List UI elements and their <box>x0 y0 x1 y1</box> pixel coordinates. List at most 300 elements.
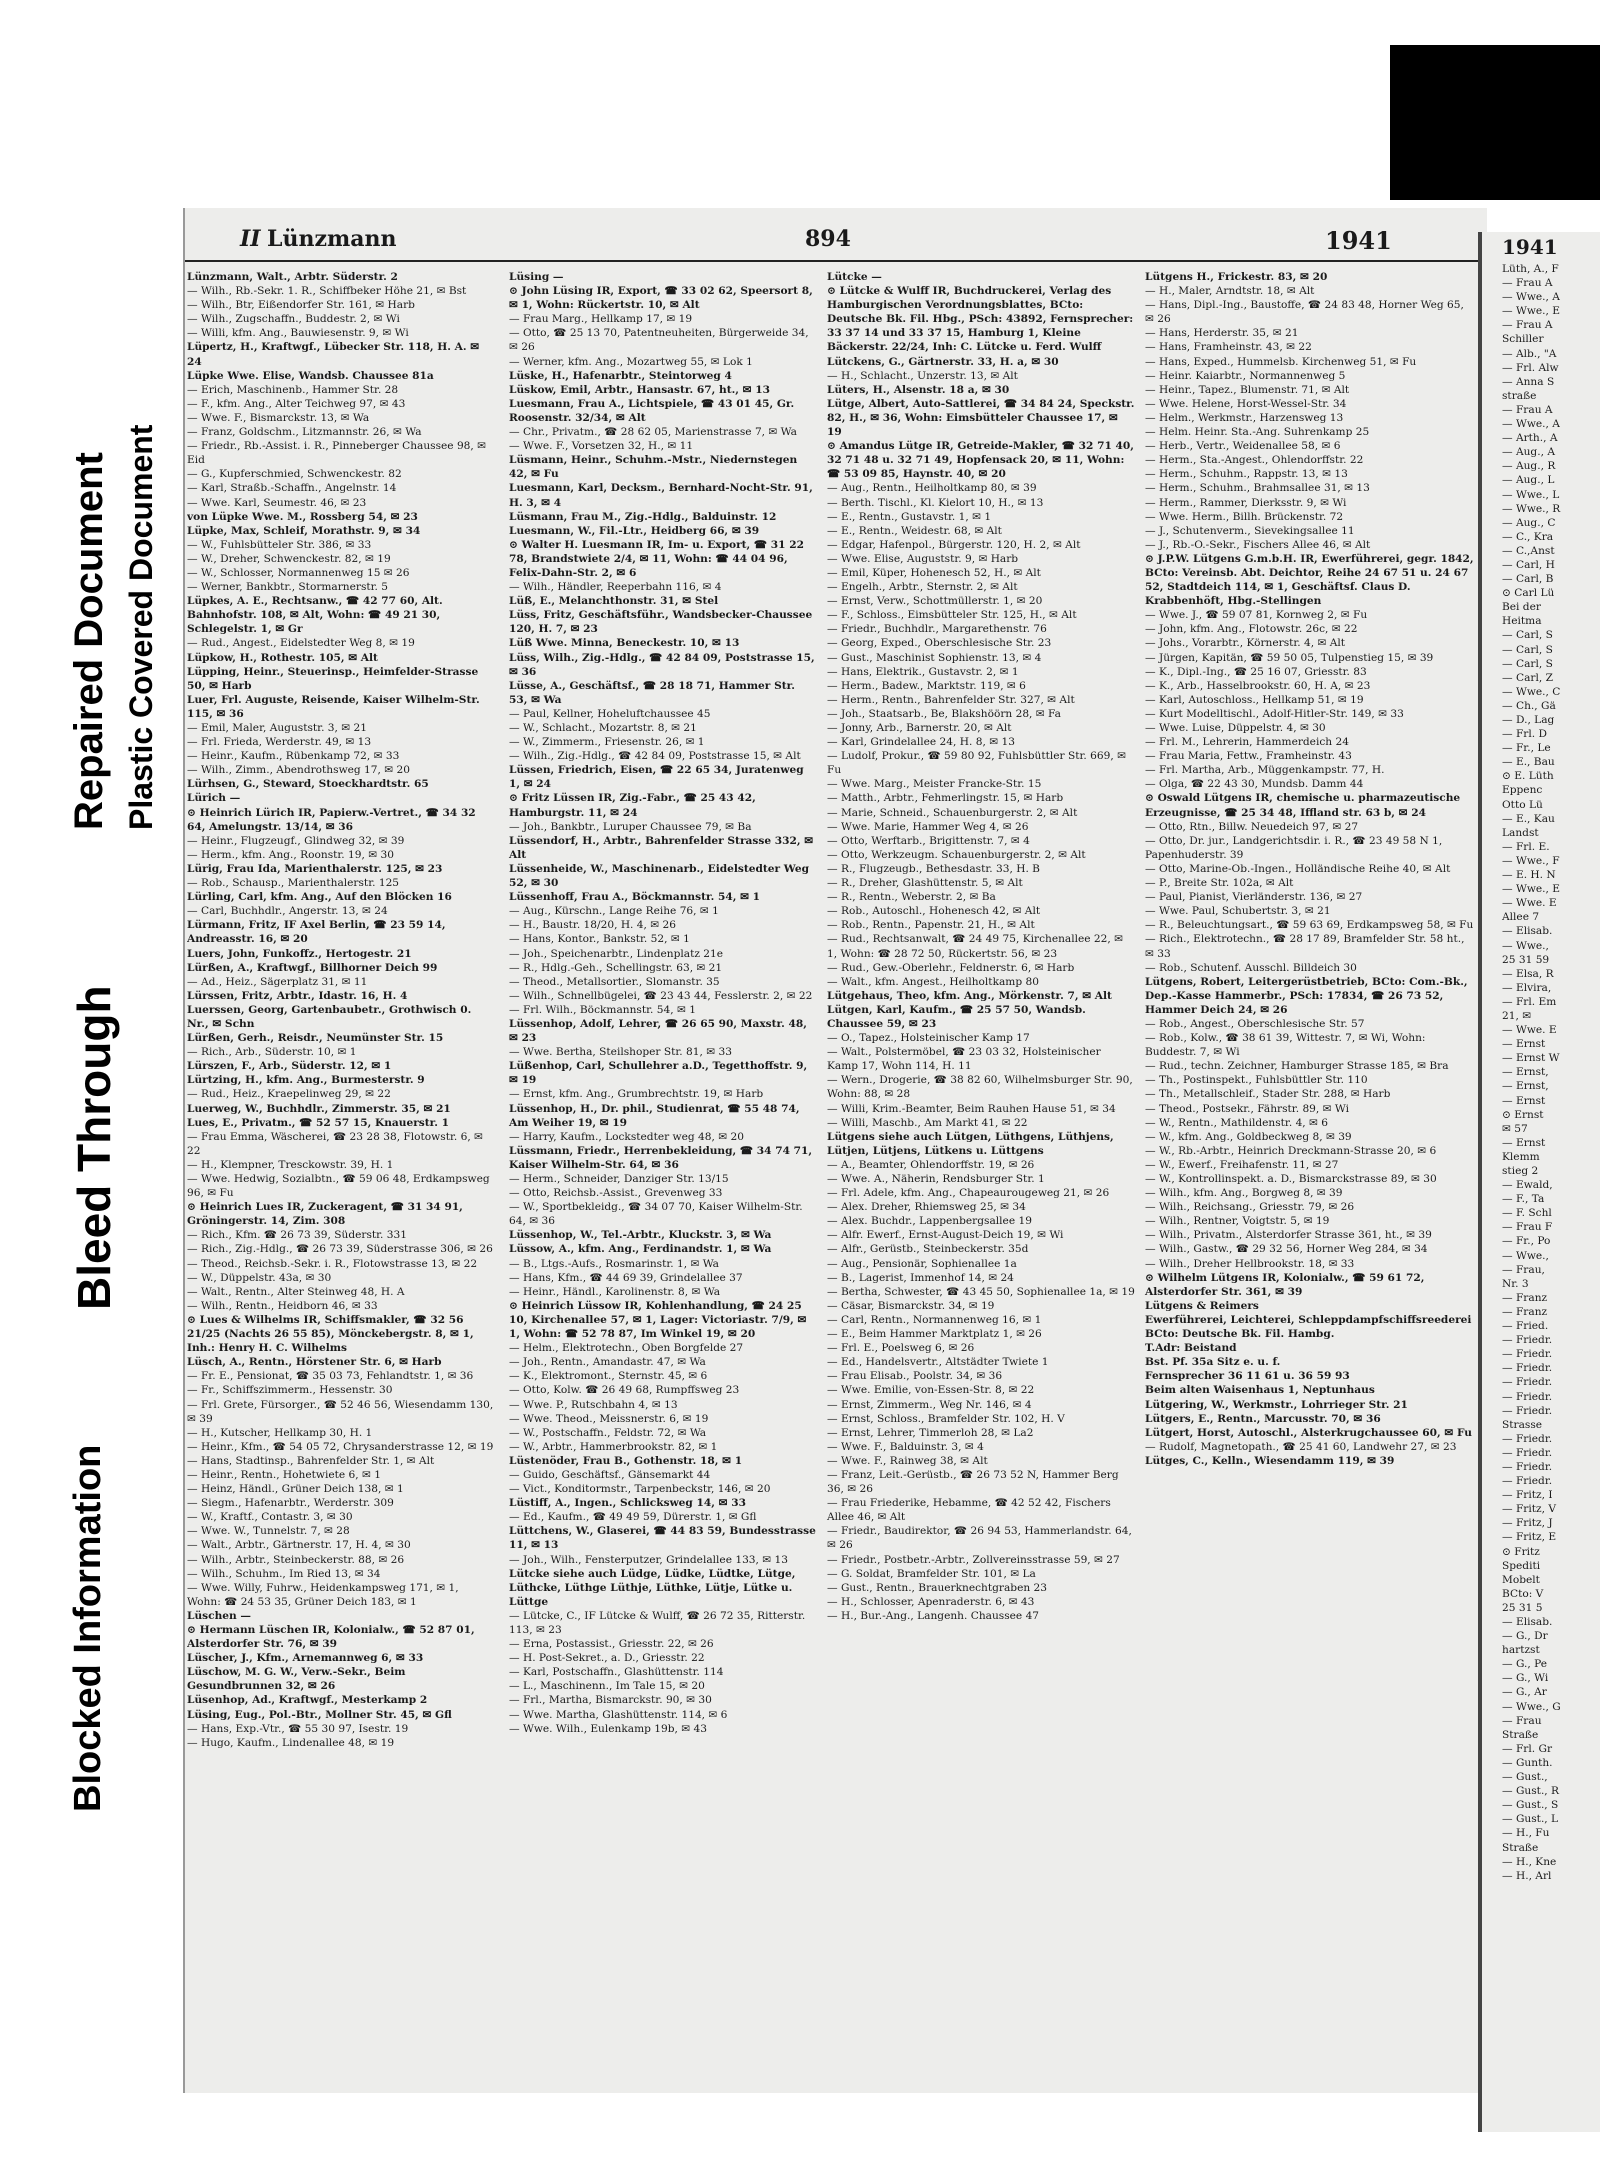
directory-entry: Lütgens H., Frickestr. 83, ✉ 20 <box>1145 271 1328 283</box>
sliver-entry: — Friedr. <box>1502 1460 1553 1473</box>
directory-entry: — Wwe. P., Rutschbahn 4, ✉ 13 <box>509 1398 678 1411</box>
sliver-entry: — Frau A <box>1502 277 1553 290</box>
directory-entry: Lüssmann, Friedr., Herrenbekleidung, ☎ 34 74 71, Kaiser Wilhelm-Str. 64, ✉ 36 <box>509 1144 813 1171</box>
directory-entry: — H., Klempner, Tresckowstr. 39, H. 1 <box>187 1158 394 1171</box>
sliver-entry: 21, ✉ <box>1502 1009 1532 1022</box>
directory-entry: — Jonny, Arb., Barnerstr. 20, ✉ Alt <box>827 722 1012 734</box>
sliver-entry: — Wwe. E <box>1502 1024 1557 1037</box>
sliver-entry: ⊙ E. Lüth <box>1502 770 1554 783</box>
directory-entry: ⊙ Hermann Lüschen IR, Kolonialw., ☎ 52 87 01, Alsterdorfer Str. 76, ✉ 39 <box>187 1624 475 1651</box>
directory-entry: Lüssenhop, H., Dr. phil., Studienrat, ☎ 55 48 74, Am Weiher 19, ✉ 19 <box>509 1102 800 1129</box>
sliver-entry: Straße <box>1502 1728 1539 1741</box>
directory-entry: Lüschow, M. G. W., Verw.-Sekr., Beim Gesundbrunnen 32, ✉ 26 <box>187 1666 406 1693</box>
directory-entry: — Wwe. F., Vorsetzen 32, H., ✉ 11 <box>509 440 694 453</box>
directory-entry: — Walt., Arbtr., Gärtnerstr. 17, H. 4, ✉ 30 <box>187 1539 411 1552</box>
directory-entry: — Heinr., Händl., Karolinenstr. 8, ✉ Wa <box>509 1285 721 1298</box>
directory-entry: — Erna, Postassist., Griesstr. 22, ✉ 26 <box>509 1638 714 1651</box>
directory-entry: — Frl. Wilh., Böckmannstr. 54, ✉ 1 <box>509 1003 696 1016</box>
directory-entry: — Frl. E., Poelsweg 6, ✉ 26 <box>827 1342 975 1355</box>
directory-entry: — Alex. Dreher, Rhiemsweg 25, ✉ 34 <box>827 1201 1026 1214</box>
sliver-entry: — Wwe., E <box>1502 305 1561 318</box>
directory-entry: — Wilh., Arbtr., Steinbeckerstr. 88, ✉ 26 <box>187 1553 405 1566</box>
directory-entry: — Frl. M., Lehrerin, Hammerdeich 24 <box>1145 736 1349 749</box>
scan-dark-corner <box>1390 45 1600 200</box>
directory-entry: — H., Bur.-Ang., Langenh. Chaussee 47 <box>827 1609 1040 1622</box>
sliver-entry: — Friedr. <box>1502 1475 1553 1488</box>
directory-entry: T.Adr: Beistand <box>1145 1342 1237 1355</box>
directory-entry: Lütgens, Robert, Leitergerüstbetrieb, BCto: Com.-Bk., Dep.-Kasse Hammerbr., PSch: 17834, ☎ 26 73 52, Hammer Deich 24, ✉ 26 <box>1145 975 1468 1016</box>
directory-entry: — W., Sportbekleidg., ☎ 34 07 70, Kaiser Wilhelm-Str. 64, ✉ 36 <box>509 1201 803 1228</box>
sliver-entry: — Fritz, I <box>1502 1489 1553 1502</box>
directory-entry: ⊙ Amandus Lütge IR, Getreide-Makler, ☎ 32 71 40, 32 71 48 u. 32 71 49, Hopfensack 20, ✉ 11, Wohn: ☎ 53 09 85, Haynstr. 40, ✉ 20 <box>827 440 1134 481</box>
directory-entry: — Bertha, Schwester, ☎ 43 45 50, Sophienallee 1a, ✉ 19 <box>827 1285 1135 1298</box>
sliver-entry: — Frl. E. <box>1502 840 1550 853</box>
directory-entry: — A., Beamter, Ohlendorffstr. 19, ✉ 26 <box>827 1158 1035 1171</box>
directory-entry: Lütgers, E., Rentn., Marcusstr. 70, ✉ 36 <box>1145 1412 1381 1425</box>
directory-entry: — W., Postschaffn., Feldstr. 72, ✉ Wa <box>509 1426 707 1439</box>
directory-entry: Lüsing — <box>509 271 564 283</box>
directory-entry: — K., Arb., Hasselbrookstr. 60, H. A, ✉ 23 <box>1145 679 1371 692</box>
directory-entry: — Johs., Vorarbtr., Körnerstr. 4, ✉ Alt <box>1145 637 1346 650</box>
directory-entry: — Chr., Privatm., ☎ 28 62 05, Marienstrasse 7, ✉ Wa <box>509 426 797 439</box>
directory-entry: — W., Schlacht., Mozartstr. 8, ✉ 21 <box>509 722 697 734</box>
directory-entry: — Kurt Modelltischl., Adolf-Hitler-Str. 149, ✉ 33 <box>1145 707 1404 720</box>
directory-entry: — W., Arbtr., Hammerbrookstr. 82, ✉ 1 <box>509 1440 718 1453</box>
directory-entry: — Walt., Polstermöbel, ☎ 23 03 32, Holsteinischer Kamp 17, Wohn 114, H. 11 <box>827 1046 1101 1073</box>
directory-entry: — J., Schutenverm., Sievekingsallee 11 <box>1145 524 1355 537</box>
directory-entry: — Wwe. A., Näherin, Rendsburger Str. 1 <box>827 1173 1045 1185</box>
directory-entry: Lüssendorf, H., Arbtr., Bahrenfelder Strasse 332, ✉ Alt <box>509 834 814 861</box>
directory-entry: — B., Lagerist, Immenhof 14, ✉ 24 <box>827 1271 1014 1284</box>
directory-entry: Lüß Wwe. Minna, Beneckestr. 10, ✉ 13 <box>509 637 740 650</box>
directory-entry: BCto: Deutsche Bk. Fil. Hambg. <box>1145 1328 1335 1341</box>
directory-entry: — Rob., Schutenf. Ausschl. Billdeich 30 <box>1145 961 1357 974</box>
sliver-entry: — Friedr. <box>1502 1446 1553 1459</box>
directory-entry: — Hans, Kfm., ☎ 44 69 39, Grindelallee 37 <box>509 1271 743 1284</box>
sliver-entry: — Ernst, <box>1502 1066 1549 1079</box>
directory-entry: — G. Soldat, Bramfelder Str. 101, ✉ La <box>827 1567 1036 1580</box>
directory-entry: — H., Kutscher, Hellkamp 30, H. 1 <box>187 1426 373 1439</box>
directory-entry: Lues, E., Privatm., ☎ 52 57 15, Knauerstr. 1 <box>187 1116 450 1129</box>
directory-entry: Lürszen, F., Arb., Süderstr. 12, ✉ 1 <box>187 1060 392 1073</box>
sliver-entry: — Elsa, R <box>1502 967 1554 980</box>
directory-entry: — Otto, ☎ 25 13 70, Patentneuheiten, Bürgerweide 34, ✉ 26 <box>509 327 809 354</box>
directory-entry: — Edgar, Hafenpol., Bürgerstr. 120, H. 2, ✉ Alt <box>827 538 1081 551</box>
directory-entry: — Fr., Schiffszimmerm., Hessenstr. 30 <box>187 1384 393 1397</box>
directory-entry: — Frau Marg., Hellkamp 17, ✉ 19 <box>509 313 693 326</box>
sliver-entry: — Ernst <box>1502 1094 1546 1107</box>
directory-entry: — Wwe. Willy, Fuhrw., Heidenkampsweg 171, ✉ 1, Wohn: ☎ 24 53 35, Grüner Deich 183, ✉ 1 <box>187 1581 459 1608</box>
directory-entry: Lütgen, Karl, Kaufm., ☎ 25 57 50, Wandsb. Chaussee 59, ✉ 23 <box>827 1003 1086 1030</box>
directory-entry: — Rud., Angest., Eidelstedter Weg 8, ✉ 19 <box>187 637 415 650</box>
directory-entry: — H., Maler, Arndtstr. 18, ✉ Alt <box>1145 285 1315 298</box>
directory-entry: — Karl, Postschaffn., Glashüttenstr. 114 <box>509 1666 724 1679</box>
page-number: 894 <box>805 226 851 252</box>
sliver-entry: — G., Pe <box>1502 1658 1548 1671</box>
directory-entry: — R., Hdlg.-Geh., Schellingstr. 63, ✉ 21 <box>509 961 723 974</box>
directory-entry: — Wwe. Marie, Hammer Weg 4, ✉ 26 <box>827 820 1029 833</box>
sliver-entry: — Ernst <box>1502 1038 1546 1051</box>
header-name: Lünzmann <box>267 226 397 252</box>
column-4 <box>1139 270 1475 2080</box>
sliver-entry: — Aug., R <box>1502 460 1556 473</box>
directory-entry: Lürmann, Fritz, IF Axel Berlin, ☎ 23 59 14, Andreasstr. 16, ✉ 20 <box>187 919 446 946</box>
directory-entry: Lüstiff, A., Ingen., Schlicksweg 14, ✉ 33 <box>509 1497 746 1510</box>
sliver-entry: — Wwe., C <box>1502 685 1561 698</box>
directory-entry: Lütgens & Reimers <box>1145 1299 1259 1312</box>
directory-entry: — Joh., Bankbtr., Luruper Chaussee 79, ✉ Ba <box>509 820 752 833</box>
directory-entry: — Herm., Schuhm., Rappstr. 13, ✉ 13 <box>1145 468 1348 481</box>
directory-entry: — Herm., Rammer, Dierksstr. 9, ✉ Wi <box>1145 496 1347 509</box>
sliver-entry: ⊙ Ernst <box>1502 1108 1544 1121</box>
directory-entry: — Otto, Reichsb.-Assist., Grevenweg 33 <box>509 1187 723 1200</box>
directory-entry: — Harry, Kaufm., Lockstedter weg 48, ✉ 20 <box>509 1130 744 1143</box>
directory-entry: — Aug., Pensionär, Sophienallee 1a <box>827 1257 1017 1270</box>
directory-entry: — Walt., kfm. Angest., Heilholtkamp 80 <box>827 975 1039 988</box>
directory-entry: — H. Post-Sekret., a. D., Griesstr. 22 <box>509 1652 705 1665</box>
directory-entry: Lürig, Frau Ida, Marienthalerstr. 125, ✉ 23 <box>187 862 443 875</box>
sliver-entry: — Frl. Em <box>1502 995 1557 1008</box>
directory-entry: Lüsse, A., Geschäftsf., ☎ 28 18 71, Hammer Str. 53, ✉ Wa <box>509 679 795 706</box>
sliver-entry: — E. H. N <box>1502 869 1556 882</box>
directory-entry: — H., Baustr. 18/20, H. 4, ✉ 26 <box>509 919 676 932</box>
sliver-entry: — Fritz, V <box>1502 1503 1556 1516</box>
directory-entry: — Wwe. Martha, Glashüttenstr. 114, ✉ 6 <box>509 1708 728 1721</box>
sliver-entry: — G., Ar <box>1502 1686 1547 1699</box>
directory-entry: — Rich., Arb., Süderstr. 10, ✉ 1 <box>187 1046 357 1059</box>
directory-entry: — Hugo, Kaufm., Lindenallee 48, ✉ 19 <box>187 1736 395 1749</box>
directory-entry: — Hans, Exp.-Vtr., ☎ 55 30 97, Isestr. 19 <box>187 1722 409 1735</box>
directory-entry: Lüpertz, H., Kraftwgf., Lübecker Str. 118, H. A. ✉ 24 <box>187 341 480 368</box>
directory-entry: Lüss, Fritz, Geschäftsführ., Wandsbecker-Chaussee 120, H. 7, ✉ 23 <box>509 609 813 636</box>
directory-entry: — Wwe. Karl, Seumestr. 46, ✉ 23 <box>187 496 367 509</box>
directory-entry: — Walt., Rentn., Alter Steinweg 48, H. A <box>187 1285 405 1298</box>
directory-entry: — Paul, Kellner, Hoheluftchaussee 45 <box>509 707 711 720</box>
sliver-entry: — Aug., L <box>1502 474 1555 487</box>
sliver-entry: — G., Dr <box>1502 1630 1548 1643</box>
directory-entry: ⊙ Oswald Lütgens IR, chemische u. pharmazeutische Erzeugnisse, ☎ 25 34 48, Iffland str. 63 b, ✉ 24 <box>1145 792 1461 819</box>
directory-entry: — Fr. E., Pensionat, ☎ 35 03 73, Fehlandtstr. 1, ✉ 36 <box>187 1370 474 1383</box>
directory-entry: — Wilh., Gastw., ☎ 29 32 56, Horner Weg 284, ✉ 34 <box>1145 1243 1428 1256</box>
directory-entry: — Guido, Geschäftsf., Gänsemarkt 44 <box>509 1468 711 1481</box>
sliver-entry: ✉ 57 <box>1502 1122 1528 1135</box>
directory-entry: — Helm. Heinr. Sta.-Ang. Suhrenkamp 25 <box>1145 426 1370 439</box>
directory-entry: — Wwe. F., Rainweg 38, ✉ Alt <box>827 1454 988 1467</box>
directory-entry: — Wwe. Emilie, von-Essen-Str. 8, ✉ 22 <box>827 1384 1035 1397</box>
sliver-entry: straße <box>1502 389 1537 402</box>
sliver-entry: — Frl. Gr <box>1502 1742 1553 1755</box>
sliver-entry: Spediti <box>1502 1559 1541 1572</box>
directory-entry: — Theod., Postsekr., Fährstr. 89, ✉ Wi <box>1145 1102 1349 1115</box>
sliver-entry: — Carl, S <box>1502 629 1553 642</box>
sliver-entry: — Carl, B <box>1502 573 1554 586</box>
directory-entry: — Rud., Heiz., Kraepelinweg 29, ✉ 22 <box>187 1088 391 1101</box>
sliver-entry: stieg 2 <box>1502 1165 1539 1177</box>
directory-entry: — Alfr. Ewerf., Ernst-August-Deich 19, ✉ Wi <box>827 1229 1064 1242</box>
directory-entry: — Wwe. Herm., Billh. Brückenstr. 72 <box>1145 510 1344 523</box>
directory-entry: Lütgens siehe auch Lütgen, Lüthgens, Lüthjens, Lütjen, Lütjens, Lütkens u. Lüttgens <box>827 1130 1114 1157</box>
directory-entry: — Hans, Framheinstr. 43, ✉ 22 <box>1145 341 1312 354</box>
directory-entry: — Herm., Schneider, Danziger Str. 13/15 <box>509 1173 729 1185</box>
directory-entry: — Matth., Arbtr., Fehmerlingstr. 15, ✉ Harb <box>827 792 1064 805</box>
directory-entry: — K., Elektromont., Sternstr. 45, ✉ 6 <box>509 1370 708 1383</box>
side-labels <box>30 350 180 1820</box>
directory-entry: — Hans, Dipl.-Ing., Baustoffe, ☎ 24 83 48, Horner Weg 65, ✉ 26 <box>1145 299 1464 326</box>
directory-entry: — Frau Maria, Fettw., Framheinstr. 43 <box>1145 750 1352 763</box>
directory-entry: — Th., Metallschleif., Stader Str. 288, ✉ Harb <box>1145 1088 1391 1101</box>
directory-entry: — W., kfm. Ang., Goldbeckweg 8, ✉ 39 <box>1145 1130 1352 1143</box>
directory-entry: von Lüpke Wwe. M., Rossberg 54, ✉ 23 <box>187 510 418 523</box>
directory-entry: — Heinr., Kfm., ☎ 54 05 72, Chrysanderstrasse 12, ✉ 19 <box>187 1440 494 1453</box>
sliver-entry: — Elisab. <box>1502 1616 1553 1628</box>
directory-entry: — Rud., Gew.-Oberlehr., Feldnerstr. 6, ✉ Harb <box>827 961 1075 974</box>
directory-entry: — Aug., Kürschn., Lange Reihe 76, ✉ 1 <box>509 905 719 918</box>
directory-entry: ⊙ Heinrich Lüssow IR, Kohlenhandlung, ☎ 24 25 10, Kirchenallee 57, ✉ 1, Lager: Victoriastr. 7/9, ✉ 1, Wohn: ☎ 52 78 87, Im Winkel 19, ✉ 20 <box>509 1299 807 1341</box>
directory-entry: — Herm., Rentn., Bahrenfelder Str. 327, ✉ Alt <box>827 693 1075 706</box>
directory-entry: — W., Ewerf., Freihafenstr. 11, ✉ 27 <box>1145 1158 1339 1171</box>
directory-entry: — Rob., Kolw., ☎ 38 61 39, Wittestr. 7, ✉ Wi, Wohn: Buddestr. 7, ✉ Wi <box>1145 1032 1426 1059</box>
directory-entry: — Hans, Elektrik., Gustavstr. 2, ✉ 1 <box>827 665 1019 678</box>
sliver-entry: — E., Kau <box>1502 812 1555 825</box>
sliver-entry: Allee 7 <box>1502 911 1540 924</box>
directory-entry: — Joh., Staatsarb., Be, Blakshöörn 28, ✉ Fa <box>827 707 1061 720</box>
directory-entry: — Herm., Sta.-Angest., Ohlendorffstr. 22 <box>1145 454 1364 467</box>
directory-entry: — Werner, kfm. Ang., Mozartweg 55, ✉ Lok 1 <box>509 355 753 368</box>
sliver-entry: — H., Fu <box>1502 1827 1550 1840</box>
sliver-entry: Mobelt <box>1502 1573 1540 1586</box>
directory-entry: — Herb., Vertr., Weidenallee 58, ✉ 6 <box>1145 440 1341 453</box>
directory-entry: — Heinr., Rentn., Hohetwiete 6, ✉ 1 <box>187 1468 381 1481</box>
directory-entry: Lüpkow, H., Rothestr. 105, ✉ Alt <box>187 651 378 664</box>
directory-entry: ⊙ Fritz Lüssen IR, Zig.-Fabr., ☎ 25 43 42, Hamburgstr. 11, ✉ 24 <box>509 792 756 819</box>
section-number: II <box>240 226 261 252</box>
directory-entry: — W., Dreher, Schwenckestr. 82, ✉ 19 <box>187 552 391 565</box>
directory-entry: — H., Schlosser, Apenraderstr. 6, ✉ 43 <box>827 1595 1035 1608</box>
directory-entry: Lüssenheide, W., Maschinenarb., Eidelstedter Weg 52, ✉ 30 <box>509 862 809 890</box>
sliver-entry: — Fried. <box>1502 1320 1549 1333</box>
directory-entry: — Friedr., Baudirektor, ☎ 26 94 53, Hammerlandstr. 64, ✉ 26 <box>827 1525 1132 1552</box>
sliver-entry: — Ernst, <box>1502 1080 1549 1093</box>
directory-entry: Lürich — <box>187 792 241 805</box>
sliver-entry: — Ernst W <box>1502 1052 1560 1065</box>
directory-entry: Lütgering, W., Werkmstr., Lohrrieger Str. 21 <box>1145 1398 1408 1411</box>
directory-entry: — Marie, Schneid., Schauenburgerstr. 2, ✉ Alt <box>827 806 1078 819</box>
directory-entry: Luerssen, Georg, Gartenbaubetr., Grothwisch 0. Nr., ✉ Schn <box>187 1003 472 1030</box>
sliver-entry: — Carl, H <box>1502 558 1555 571</box>
sliver-entry: hartzst <box>1502 1644 1540 1657</box>
directory-entry: Lüsch, A., Rentn., Hörstener Str. 6, ✉ Harb <box>187 1356 442 1369</box>
directory-entry: — Wilh., Händler, Reeperbahn 116, ✉ 4 <box>509 581 722 594</box>
directory-entry: — W., Düppelstr. 43a, ✉ 30 <box>187 1271 332 1284</box>
sliver-entry: Bei der <box>1502 601 1541 614</box>
sliver-entry: — H., Kne <box>1502 1855 1557 1868</box>
label-blocked-information: Blocked Information <box>67 1444 109 1812</box>
directory-entry: — Otto, Marine-Ob.-Ingen., Holländische Reihe 40, ✉ Alt <box>1145 862 1451 875</box>
directory-entry: ⊙ Walter H. Luesmann IR, Im- u. Export, ☎ 31 22 78, Brandstwiete 2/4, ✉ 11, Wohn: ☎ 44 04 96, Felix-Dahn-Str. 2, ✉ 6 <box>509 538 804 579</box>
sliver-entry: — Aug., A <box>1502 446 1555 459</box>
directory-entry: Fernsprecher 36 11 61 u. 36 59 93 <box>1145 1370 1350 1383</box>
sliver-entry: Heitma <box>1502 615 1542 628</box>
directory-entry: — Willi, Maschb., Am Markt 41, ✉ 22 <box>827 1116 1028 1129</box>
directory-entry: Lüpping, Heinr., Steuerinsp., Heimfelder-Strasse 50, ✉ Harb <box>187 665 479 692</box>
directory-entry: — Hans, Stadtinsp., Bahrenfelder Str. 1, ✉ Alt <box>187 1454 435 1467</box>
directory-entry: — Wilh., Zugschaffn., Buddestr. 2, ✉ Wi <box>187 313 400 326</box>
directory-entry: — Otto, Werkzeugm. Schauenburgerstr. 2, ✉ Alt <box>827 848 1086 861</box>
next-page-year: 1941 <box>1502 235 1558 259</box>
sliver-entry: — C., Kra <box>1502 530 1554 543</box>
sliver-entry: — Arth., A <box>1502 432 1558 445</box>
directory-entry: ⊙ Heinrich Lürich IR, Papierw.-Vertret., ☎ 34 32 64, Amelungstr. 13/14, ✉ 36 <box>187 806 476 833</box>
directory-entry: Luesmann, Frau A., Lichtspiele, ☎ 43 01 45, Gr. Roosenstr. 32/34, ✉ Alt <box>509 397 795 424</box>
directory-entry: — Siegm., Hafenarbtr., Werderstr. 309 <box>187 1497 394 1510</box>
directory-entry: Lüssenhop, Adolf, Lehrer, ☎ 26 65 90, Maxstr. 48, ✉ 23 <box>509 1017 807 1045</box>
directory-entry: — Rich., Zig.-Hdlg., ☎ 26 73 39, Süderstrasse 306, ✉ 26 <box>187 1243 493 1256</box>
sliver-entry: — Ernst <box>1502 1136 1546 1149</box>
directory-entry: Lürling, Carl, kfm. Ang., Auf den Blöcken 16 <box>187 891 452 904</box>
directory-entry: — Friedr., Postbetr.-Arbtr., Zollvereinsstrasse 59, ✉ 27 <box>827 1553 1120 1566</box>
directory-entry: — Ernst, Lehrer, Timmerloh 28, ✉ La2 <box>827 1426 1034 1439</box>
directory-entry: — Hans, Exped., Hummelsb. Kirchenweg 51, ✉ Fu <box>1145 355 1417 368</box>
directory-entry: Lüsing, Eug., Pol.-Btr., Mollner Str. 45, ✉ Gfl <box>187 1708 452 1721</box>
directory-entry: — Rich., Kfm. ☎ 26 73 39, Süderstr. 331 <box>187 1229 408 1242</box>
directory-entry: — Heinz, Händl., Grüner Deich 138, ✉ 1 <box>187 1483 404 1496</box>
sliver-entry: — C.,Anst <box>1502 544 1555 557</box>
directory-entry: Lüssenhoff, Frau A., Böckmannstr. 54, ✉ 1 <box>509 891 761 904</box>
directory-entry: — Paul, Pianist, Vierländerstr. 136, ✉ 27 <box>1145 891 1363 904</box>
sliver-entry: Klemm <box>1502 1150 1540 1163</box>
directory-entry: — W., Kontrollinspekt. a. D., Bismarckstrasse 89, ✉ 30 <box>1145 1173 1437 1185</box>
directory-entry: — Joh., Speichenarbtr., Lindenplatz 21e <box>509 947 724 960</box>
directory-entry: — Friedr., Buchhdlr., Margarethenstr. 76 <box>827 623 1047 636</box>
label-plastic-covered-document: Plastic Covered Document <box>123 424 159 830</box>
column-3 <box>821 270 1135 2080</box>
directory-entry: — Wwe. Marg., Meister Francke-Str. 15 <box>827 778 1042 791</box>
sliver-entry: — Friedr. <box>1502 1404 1553 1417</box>
sliver-entry: — Gust., S <box>1502 1799 1559 1812</box>
sliver-entry: — Wwe., G <box>1502 1700 1561 1713</box>
sliver-entry: — Wwe., L <box>1502 488 1560 501</box>
directory-entry: Lüssen, Friedrich, Eisen, ☎ 22 65 34, Juratenweg 1, ✉ 24 <box>509 764 804 791</box>
sliver-entry: — Friedr. <box>1502 1390 1553 1403</box>
directory-entry: — Willi, kfm. Ang., Bauwiesenstr. 9, ✉ Wi <box>187 327 409 340</box>
directory-entry: — R., Rentn., Weberstr. 2, ✉ Ba <box>827 891 996 904</box>
sliver-entry: — Gust., L <box>1502 1813 1559 1826</box>
directory-entry: — F., Schloss., Eimsbütteler Str. 125, H., ✉ Alt <box>827 609 1077 622</box>
directory-entry: — W., Schlosser, Normannenweg 15 ✉ 26 <box>187 566 410 579</box>
sliver-entry: ⊙ Fritz <box>1502 1545 1540 1558</box>
directory-entry: — Wilh., Schnellbügelei, ☎ 23 43 44, Fesslerstr. 2, ✉ 22 <box>509 989 813 1002</box>
directory-entry: Lüpke Wwe. Elise, Wandsb. Chaussee 81a <box>187 369 434 382</box>
directory-entry: — Frau Friederike, Hebamme, ☎ 42 52 42, Fischers Allee 46, ✉ Alt <box>827 1497 1111 1524</box>
directory-entry: — W., Zimmerm., Friesenstr. 26, ✉ 1 <box>509 736 705 749</box>
sliver-entry: — Fritz, E <box>1502 1531 1557 1544</box>
directory-entry: — Otto, Werftarb., Brigittenstr. 7, ✉ 4 <box>827 834 1030 847</box>
directory-entry: — Joh., Rentn., Amandastr. 47, ✉ Wa <box>509 1356 706 1369</box>
directory-entry: — Friedr., Rb.-Assist. i. R., Pinneberger Chaussee 98, ✉ Eid <box>187 440 487 467</box>
directory-entry: — Ludolf, Prokur., ☎ 59 80 92, Fuhlsbüttler Str. 669, ✉ Fu <box>827 750 1126 777</box>
next-page-sliver <box>1478 232 1600 2132</box>
directory-entry: — J., Rb.-O.-Sekr., Fischers Allee 46, ✉ Alt <box>1145 538 1371 551</box>
sliver-entry: — Wwe., <box>1502 1249 1549 1262</box>
directory-entry: — Wilh., Zig.-Hdlg., ☎ 42 84 09, Poststrasse 15, ✉ Alt <box>509 750 801 763</box>
directory-entry: — W., Kraftf., Contastr. 3, ✉ 30 <box>187 1511 353 1524</box>
directory-entry: — Engelh., Arbtr., Sternstr. 2, ✉ Alt <box>827 581 1018 594</box>
directory-entry: Lürßen, Gerh., Reisdr., Neumünster Str. 15 <box>187 1032 444 1045</box>
directory-entry: ⊙ Heinrich Lues IR, Zuckeragent, ☎ 31 34 91, Gröningerstr. 14, Zim. 308 <box>187 1201 463 1228</box>
directory-entry: — Erich, Maschinenb., Hammer Str. 28 <box>187 383 399 396</box>
directory-entry: Lürhsen, G., Steward, Stoeckhardtstr. 65 <box>187 778 429 791</box>
directory-entry: — Otto, Kolw. ☎ 26 49 68, Rumpffsweg 23 <box>509 1384 740 1397</box>
directory-entry: — Rob., Angest., Oberschlesische Str. 57 <box>1145 1017 1365 1030</box>
sliver-entry: — Frl. Alw <box>1502 361 1559 374</box>
directory-entry: — Helm., Elektrotechn., Oben Borgfelde 27 <box>509 1342 744 1355</box>
sliver-entry: — Elvira, <box>1502 981 1552 994</box>
directory-entry: — Aug., Rentn., Heilholtkamp 80, ✉ 39 <box>827 482 1037 495</box>
directory-entry: — Gust., Rentn., Brauerknechtgraben 23 <box>827 1581 1048 1594</box>
directory-entry: — Jürgen, Kapitän, ☎ 59 50 05, Tulpenstieg 15, ✉ 39 <box>1145 651 1434 664</box>
directory-entry: Lüschen — <box>187 1609 251 1622</box>
sliver-entry: — Frau A <box>1502 403 1553 416</box>
directory-entry: Lüssow, A., kfm. Ang., Ferdinandstr. 1, ✉ Wa <box>509 1243 772 1256</box>
directory-entry: — Olga, ☎ 22 43 30, Mundsb. Damm 44 <box>1145 778 1364 791</box>
directory-entry: Lüstenöder, Frau B., Gothenstr. 18, ✉ 1 <box>509 1454 743 1467</box>
directory-entry: Lüß, E., Melanchthonstr. 31, ✉ Stel <box>509 595 719 608</box>
directory-entry: — F., kfm. Ang., Alter Teichweg 97, ✉ 43 <box>187 397 406 410</box>
directory-entry: — Th., Postinspekt., Fuhlsbüttler Str. 110 <box>1145 1074 1368 1087</box>
sliver-entry: — H., Arl <box>1502 1869 1552 1882</box>
directory-entry: ⊙ Lues & Wilhelms IR, Schiffsmakler, ☎ 32 56 21/25 (Nachts 26 55 85), Mönckebergstr. 8, ✉ 1, Inh.: Henry H. C. Wilhelms <box>187 1313 474 1355</box>
directory-entry: Lürtzing, H., kfm. Ang., Burmesterstr. 9 <box>187 1074 425 1087</box>
directory-entry: — Rudolf, Magnetopath., ☎ 25 41 60, Landwehr 27, ✉ 23 <box>1145 1440 1457 1453</box>
directory-entry: — Frau Emma, Wäscherei, ☎ 23 28 38, Flotowstr. 6, ✉ 22 <box>187 1130 483 1157</box>
directory-entry: Lütcke — <box>827 271 882 283</box>
sliver-entry: Lüth, A., F <box>1502 263 1559 275</box>
sliver-entry: — Aug., C <box>1502 516 1556 529</box>
directory-entry: — Otto, Rtn., Billw. Neuedeich 97, ✉ 27 <box>1145 820 1359 833</box>
sliver-entry: Landst <box>1502 826 1539 839</box>
directory-entry: Lüss, Wilh., Zig.-Hdlg., ☎ 42 84 09, Poststrasse 15, ✉ 36 <box>509 651 815 678</box>
sliver-entry: — Wwe., <box>1502 939 1549 952</box>
sliver-entry: — Friedr. <box>1502 1348 1553 1361</box>
directory-entry: — Wilh., Zimm., Abendrothsweg 17, ✉ 20 <box>187 764 410 777</box>
sliver-entry: ⊙ Carl Lü <box>1502 587 1555 600</box>
directory-entry: — Cäsar, Bismarckstr. 34, ✉ 19 <box>827 1299 995 1312</box>
directory-entry: — Ad., Heiz., Sägerplatz 31, ✉ 11 <box>187 975 368 988</box>
sliver-entry: — Gunth. <box>1502 1756 1553 1769</box>
directory-entry: — Heinr., Tapez., Blumenstr. 71, ✉ Alt <box>1145 383 1350 396</box>
directory-entry: — Vict., Konditormstr., Tarpenbeckstr, 146, ✉ 20 <box>509 1483 771 1496</box>
directory-entry: Lünzmann, Walt., Arbtr. Süderstr. 2 <box>187 271 398 283</box>
sliver-entry: — Fritz, J <box>1502 1517 1553 1530</box>
sliver-entry: Eppenc <box>1502 784 1543 797</box>
sliver-entry: — Wwe., E <box>1502 883 1561 896</box>
directory-entry: Lürssen, Fritz, Arbtr., Idastr. 16, H. 4 <box>187 989 408 1002</box>
directory-entry: — Berth. Tischl., Kl. Kielort 10, H., ✉ 13 <box>827 496 1044 509</box>
directory-entry: — R., Flugzeugb., Bethesdastr. 33, H. B <box>827 862 1040 875</box>
sliver-entry: 25 31 5 <box>1502 1601 1543 1614</box>
directory-entry: — Alex. Buchdr., Lappenbergsallee 19 <box>827 1215 1032 1228</box>
column-2 <box>503 270 817 2080</box>
directory-entry: Lüßenhop, Carl, Schullehrer a.D., Tegetthoffstr. 9, ✉ 19 <box>509 1060 808 1087</box>
directory-entry: — Wwe. Helene, Horst-Wessel-Str. 34 <box>1145 397 1347 410</box>
directory-entry: — Werner, Bankbtr., Stormarnerstr. 5 <box>187 581 389 594</box>
directory-entry: Luerweg, W., Buchhdlr., Zimmerstr. 35, ✉ 21 <box>187 1102 451 1115</box>
directory-entry: — Frl. Martha, Arb., Müggenkampstr. 77, H. <box>1145 764 1385 777</box>
directory-entry: Lütgert, Horst, Autoschl., Alsterkrugchaussee 60, ✉ Fu <box>1145 1426 1473 1439</box>
directory-entry: Lütgehaus, Theo, kfm. Ang., Mörkenstr. 7, ✉ Alt <box>827 989 1112 1002</box>
sliver-entry: — Fr., Po <box>1502 1235 1551 1248</box>
directory-entry: — Rob., Autoschl., Hohenesch 42, ✉ Alt <box>827 905 1041 918</box>
